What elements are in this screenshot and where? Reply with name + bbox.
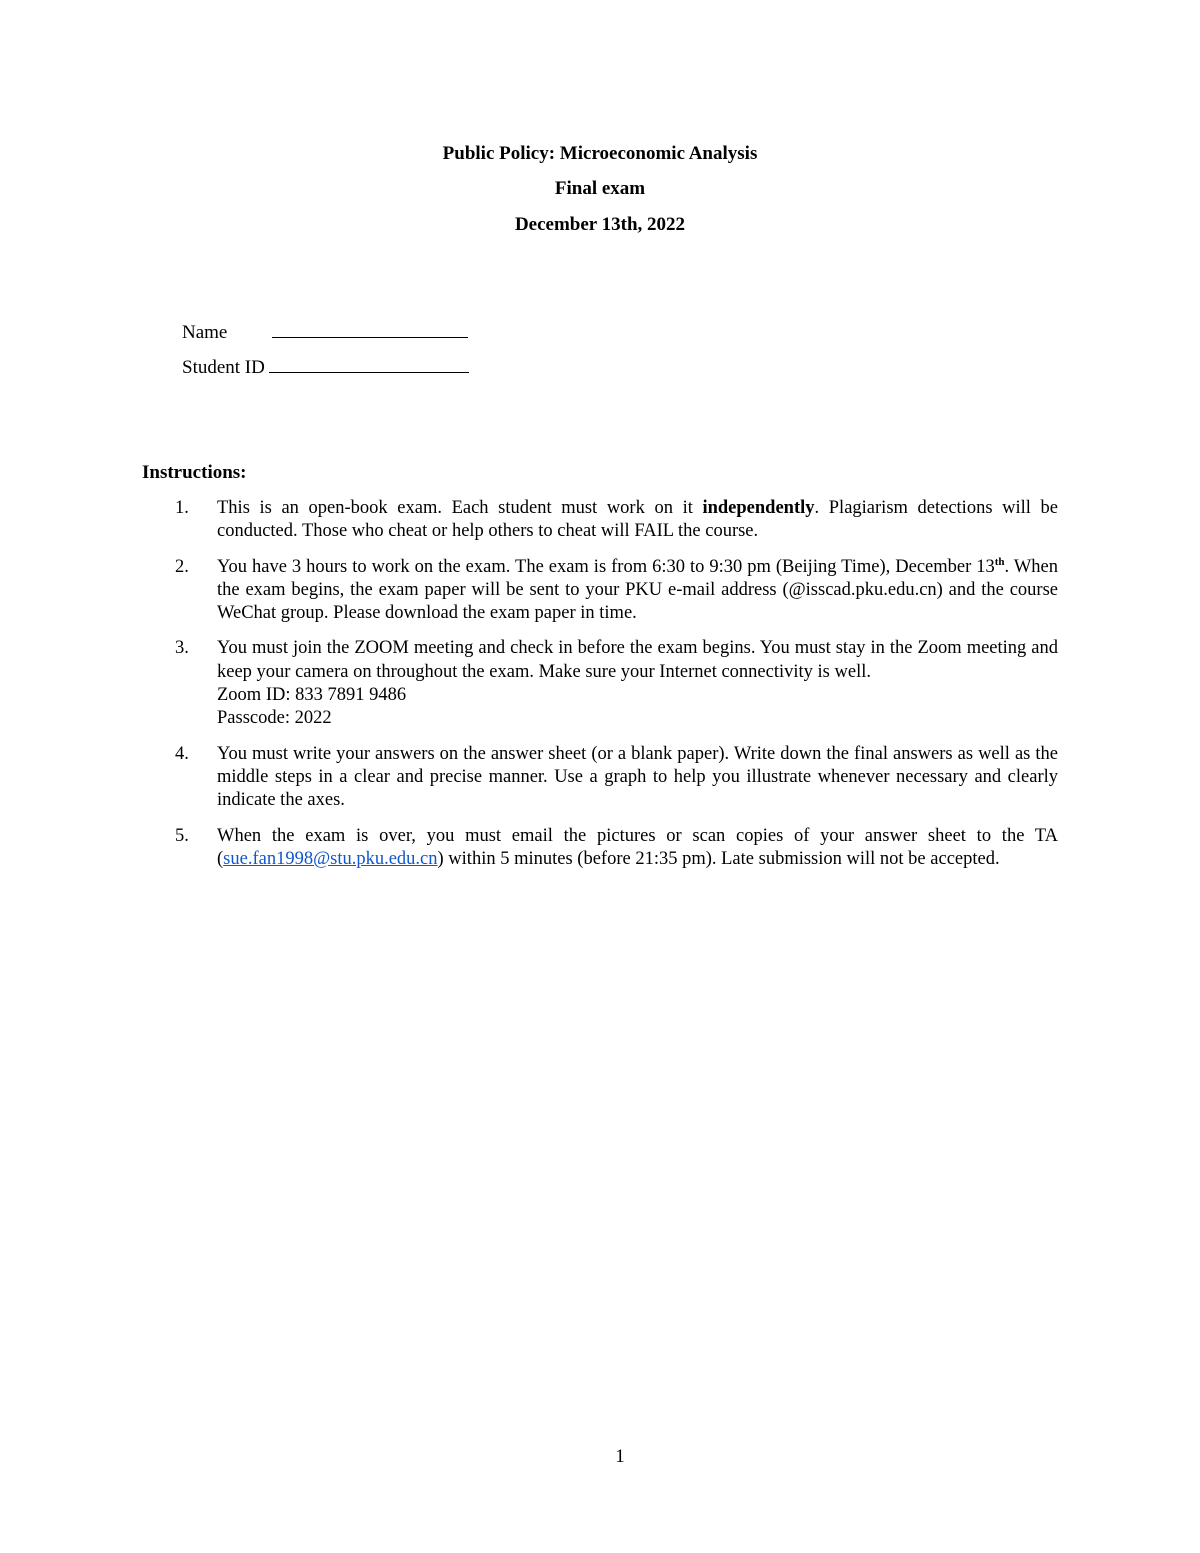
instruction-item-4 bbox=[142, 743, 1058, 813]
student-id-field-row bbox=[182, 354, 469, 379]
exam-type: Final exam bbox=[554, 178, 646, 199]
page-number: 1 bbox=[615, 1446, 625, 1467]
name-label: Name bbox=[182, 322, 228, 343]
instructions-heading: Instructions: bbox=[142, 462, 247, 483]
name-blank-line[interactable] bbox=[272, 319, 468, 338]
instruction-text bbox=[217, 637, 1058, 730]
instruction-item-5 bbox=[142, 825, 1058, 872]
exam-date: December 13th, 2022 bbox=[514, 214, 686, 235]
instruction-text-part: ) within 5 minutes (before 21:35 pm). Late submission will not be accepted. bbox=[437, 848, 1000, 869]
instruction-text-part: When the exam is over, you must email the pictures or scan copies of your answer sheet to the TA ( bbox=[217, 825, 1058, 869]
instruction-text-part: . Plagiarism detections will be conducted. Those who cheat or help others to cheat will FAIL the course. bbox=[217, 498, 1058, 542]
instruction-number: 2. bbox=[175, 556, 189, 577]
student-id-blank-line[interactable] bbox=[269, 354, 469, 373]
instruction-text-part: This is an open-book exam. Each student must work on it bbox=[217, 498, 703, 518]
instructions-list bbox=[142, 497, 1058, 883]
instruction-text bbox=[217, 825, 1058, 872]
instruction-number: 1. bbox=[175, 498, 189, 518]
student-id-label: Student ID bbox=[182, 357, 265, 378]
zoom-id: Zoom ID: 833 7891 9486 bbox=[217, 685, 407, 706]
ta-email-link[interactable]: sue.fan1998@stu.pku.edu.cn bbox=[223, 848, 438, 869]
course-title: Public Policy: Microeconomic Analysis bbox=[442, 143, 758, 164]
instruction-number: 3. bbox=[175, 638, 189, 659]
instruction-item-3 bbox=[142, 637, 1058, 730]
instruction-text-part: You have 3 hours to work on the exam. The exam is from 6:30 to 9:30 pm (Beijing Time), December 13 bbox=[217, 556, 995, 577]
instruction-emphasis: independently bbox=[702, 498, 815, 518]
name-field-row bbox=[182, 319, 468, 344]
instruction-number: 4. bbox=[175, 743, 189, 764]
zoom-passcode: Passcode: 2022 bbox=[217, 708, 332, 729]
instruction-item-2 bbox=[142, 556, 1058, 626]
instruction-number: 5. bbox=[175, 825, 189, 846]
instruction-text-part: . When the exam begins, the exam paper will be sent to your PKU e-mail address (@isscad.pku.edu.cn) and the course WeChat group. Please download the exam paper in time. bbox=[217, 556, 1058, 624]
instruction-text bbox=[217, 556, 1058, 626]
ordinal-suffix: th bbox=[994, 555, 1005, 568]
instruction-text bbox=[217, 497, 1058, 544]
instruction-text: You must write your answers on the answer sheet (or a blank paper). Write down the final answers as well as the middle steps in a clear and precise manner. Use a graph to help you illustrate whenever necessary and clearly indicate the axes. bbox=[217, 743, 1058, 811]
instruction-item-1 bbox=[142, 497, 1058, 544]
instruction-text-part: You must join the ZOOM meeting and check in before the exam begins. You must stay in the Zoom meeting and keep your camera on throughout the exam. Make sure your Internet connectivity is well. bbox=[217, 638, 1058, 682]
